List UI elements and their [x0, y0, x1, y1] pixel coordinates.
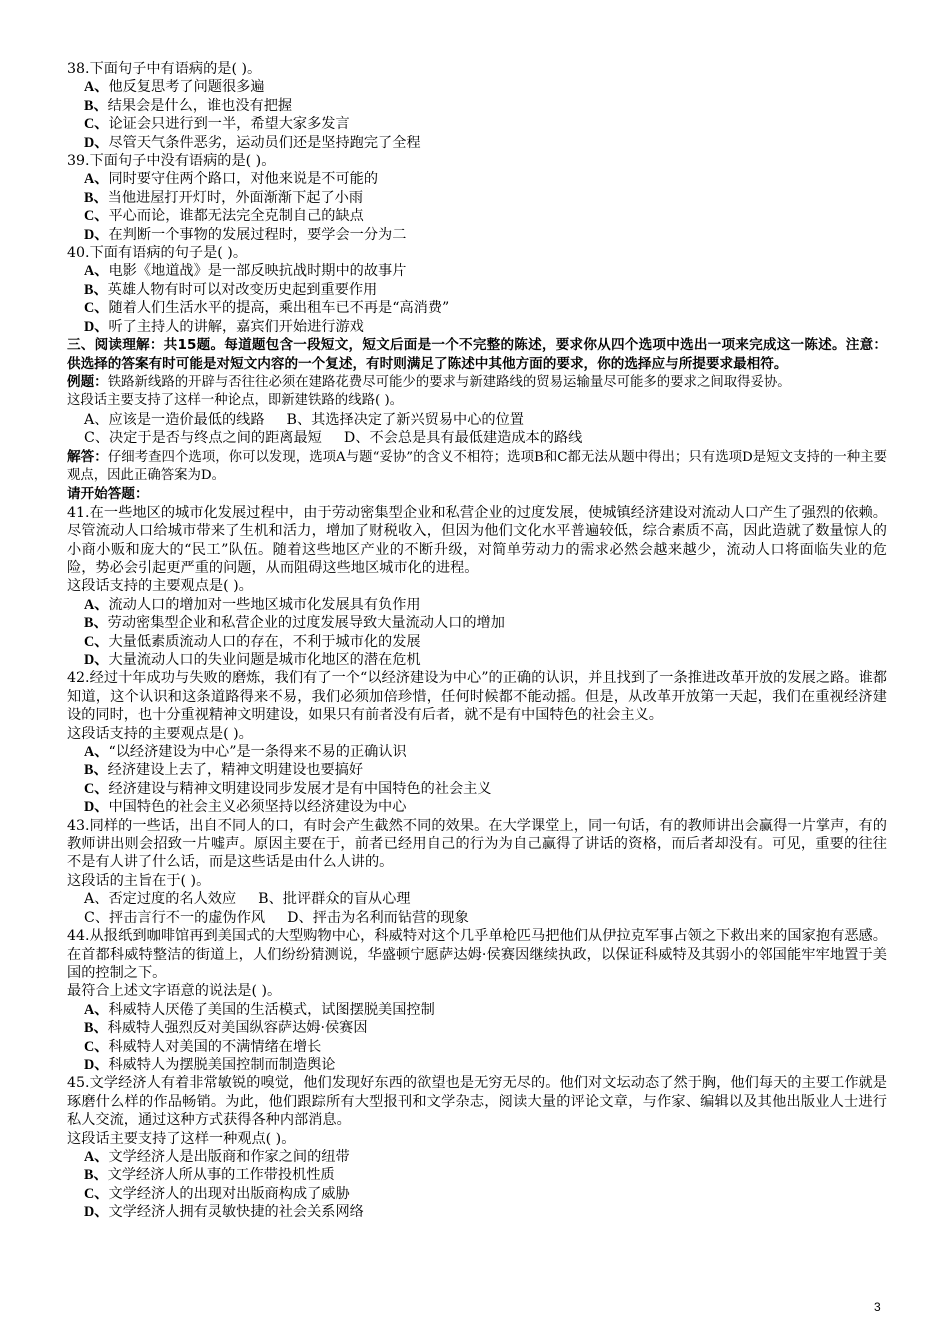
option-text: 中国特色的社会主义必须坚持以经济建设为中心 — [108, 799, 407, 816]
question-stem: 这段话支持的主要观点是( )。 — [67, 578, 253, 595]
question-stem: 38.下面句子中有语病的是( )。 — [67, 61, 262, 77]
option-text: 抨击言行不一的虚伪作风 — [109, 909, 266, 926]
option — [84, 1204, 364, 1220]
option-letter: A、 — [84, 1001, 109, 1018]
option — [84, 597, 421, 613]
option-letter: C、 — [84, 1185, 109, 1202]
option-letter: C、 — [84, 780, 109, 797]
option-letter: D、 — [84, 799, 109, 816]
option — [84, 781, 492, 797]
option-letter: A、 — [84, 79, 109, 96]
option-line — [84, 97, 887, 115]
option-letter: B、 — [84, 1020, 108, 1037]
answer-text: 仔细考查四个选项，你可以发现，选项A与题“妥协”的含义不相符；选项B和C都无法从题中得出；只有选项D是短文支持的一种主要观点，因此正确答案为D。 — [67, 449, 887, 483]
question-passage: 44.从报纸到咖啡馆再到美国式的大型购物中心，科威特对这个几乎单枪匹马把他们从伊拉克军事占领之下救出来的国家抱有恶感。在首都科威特整洁的街道上，人们纷纷猜测说，华盛顿宁愿萨达姆·侯赛因继续执政，以保证科威特及其弱小的邻国能牢牢地置于美国的控制之下。 — [67, 928, 887, 981]
start-label: 请开始答题： — [67, 486, 149, 503]
option-text: 否定过度的名人效应 — [108, 891, 237, 908]
option-letter: A、 — [84, 891, 109, 908]
option-letter: C、 — [84, 1038, 109, 1055]
option — [258, 891, 410, 907]
option-line — [84, 299, 887, 317]
question-stem: 最符合上述文字语意的说法是( )。 — [67, 983, 282, 1000]
option — [84, 799, 406, 815]
option-text: 他反复思考了问题很多遍 — [108, 79, 265, 96]
option — [84, 98, 292, 114]
option — [84, 652, 421, 668]
option-letter: D、 — [343, 430, 370, 447]
option-line — [84, 614, 887, 632]
option-line — [84, 1001, 887, 1019]
option-letter: B、 — [84, 281, 108, 298]
option — [84, 79, 265, 95]
option-row — [84, 890, 887, 908]
option-text: 当他进屋打开灯时，外面渐渐下起了小雨 — [107, 189, 364, 206]
option-text: 经济建设上去了，精神文明建设也要搞好 — [107, 762, 364, 779]
option — [84, 116, 350, 132]
option-line — [84, 761, 887, 779]
option — [84, 190, 363, 206]
option-letter: D、 — [84, 1204, 109, 1221]
option-text: 科威特人为摆脱美国控制而制造舆论 — [108, 1056, 336, 1073]
option-line — [84, 1038, 887, 1056]
option-line — [84, 134, 887, 152]
option-line — [84, 780, 887, 798]
option-text: 英雄人物有时可以对改变历史起到重要作用 — [107, 281, 378, 298]
option-letter: A、 — [84, 263, 109, 280]
question-passage: 45.文学经济人有着非常敏锐的嗅觉，他们发现好东西的欲望也是无穷无尽的。他们对文坛动态了然于胸，他们每天的主要工作就是琢磨什么样的作品畅销。为此，他们跟踪所有大型报刊和文学杂志，阅读大量的评论文章，与作家、编辑以及其他出版业人士进行私人交流，通过这种方式获得各种内部消息。 — [67, 1075, 887, 1129]
option-line — [84, 189, 887, 207]
option-letter: D、 — [84, 318, 109, 335]
option — [84, 615, 505, 631]
option-row — [84, 411, 887, 429]
option-text: 结果会是什么，谁也没有把握 — [107, 97, 293, 114]
option-letter: D、 — [287, 909, 313, 926]
option-line — [84, 226, 887, 244]
option — [84, 634, 421, 650]
option-letter: B、 — [84, 189, 108, 206]
option-text: 劳动密集型企业和私营企业的过度发展导致大量流动人口的增加 — [107, 615, 505, 632]
option-line — [84, 318, 887, 336]
option — [84, 135, 421, 151]
option-text: 文学经济人所从事的工作带投机性质 — [107, 1167, 335, 1184]
option-line — [84, 1019, 887, 1037]
option — [84, 208, 364, 224]
option — [84, 430, 322, 446]
option-letter: A、 — [84, 411, 109, 428]
document-body — [67, 60, 887, 1222]
option-letter: C、 — [84, 633, 109, 650]
question-stem: 这段话主要支持了这样一种观点( )。 — [67, 1130, 296, 1147]
option-row — [84, 909, 887, 927]
option-text: 流动人口的增加对一些地区城市化发展具有负作用 — [108, 596, 421, 613]
question-stem: 39.下面句子中没有语病的是( )。 — [67, 153, 276, 170]
option-letter: C、 — [84, 300, 109, 317]
question-stem: 40.下面有语病的句子是( )。 — [67, 245, 248, 262]
option-text: “以经济建设为中心”是一条得来不易的正确认识 — [108, 744, 407, 761]
option-text: 应该是一造价最低的线路 — [108, 411, 265, 428]
option-line — [84, 633, 887, 651]
page-number: 3 — [874, 1300, 881, 1314]
option-letter: D、 — [84, 226, 109, 243]
option — [344, 430, 582, 446]
option-letter: A、 — [84, 1148, 109, 1165]
option-line — [84, 78, 887, 96]
option-line — [84, 1056, 887, 1074]
option-letter: B、 — [84, 1167, 108, 1184]
option-letter: C、 — [84, 909, 110, 926]
option-line — [84, 743, 887, 761]
option-text: 电影《地道战》是一部反映抗战时期中的故事片 — [108, 263, 407, 280]
option-line — [84, 1148, 887, 1166]
question-stem: 这段话的主旨在于( )。 — [67, 872, 211, 889]
option-letter: A、 — [84, 171, 109, 188]
option — [84, 1020, 368, 1036]
option — [287, 412, 524, 428]
option-letter: B、 — [84, 97, 108, 114]
option-line — [84, 651, 887, 669]
option-text: 尽管天气条件恶劣，运动员们还是坚持跑完了全程 — [108, 134, 421, 151]
option-text: 同时要守住两个路口，对他来说是不可能的 — [108, 171, 379, 188]
option-line — [84, 115, 887, 133]
option-text: 科威特人厌倦了美国的生活模式，试图摆脱美国控制 — [108, 1001, 435, 1018]
option — [84, 1167, 335, 1183]
option-text: 经济建设与精神文明建设同步发展才是有中国特色的社会主义 — [108, 780, 492, 797]
example-label: 例题： — [67, 373, 108, 390]
option-row — [84, 429, 887, 447]
option-line — [84, 798, 887, 816]
option — [84, 412, 265, 428]
option — [84, 1057, 335, 1073]
option-text: 文学经济人拥有灵敏快捷的社会关系网络 — [108, 1204, 364, 1221]
option-letter: C、 — [84, 116, 109, 133]
option-text: 随着人们生活水平的提高，乘出租车已不再是“高消费” — [108, 300, 450, 317]
option-line — [84, 1166, 887, 1184]
option-letter: B、 — [84, 762, 108, 779]
question-passage: 43.同样的一些话，出自不同人的口，有时会产生截然不同的效果。在大学课堂上，同一句话，有的教师讲出会赢得一片掌声，有的教师讲出则会招致一片嘘声。原因主要在于，前者已经用自己的行为为自己赢得了讲话的资格，而后者却没有。可见，重要的往往不是有人讲了什么话，而是这些话是由什么人讲的。 — [67, 817, 887, 871]
option-line — [84, 262, 887, 280]
option-text: 平心而论，谁都无法完全克制自己的缺点 — [108, 208, 364, 225]
example-passage — [67, 373, 887, 392]
option-line — [84, 170, 887, 188]
option-letter: B、 — [84, 615, 108, 632]
option — [84, 319, 364, 335]
option — [84, 744, 407, 760]
option — [84, 171, 378, 187]
option — [84, 300, 449, 316]
option — [84, 762, 363, 778]
option-text: 论证会只进行到一半，希望大家多发言 — [108, 116, 350, 133]
option-letter: D、 — [84, 1056, 109, 1073]
option-letter: B、 — [286, 411, 312, 428]
option — [84, 282, 377, 298]
option-letter: A、 — [84, 744, 109, 761]
option — [84, 891, 236, 907]
option-line — [84, 1185, 887, 1203]
option-text: 大量低素质流动人口的存在，不利于城市化的发展 — [108, 633, 421, 650]
option-letter: D、 — [84, 652, 109, 668]
example-answer — [67, 448, 887, 486]
option — [287, 910, 469, 926]
option-line — [84, 207, 887, 225]
option-text: 批评群众的盲从心理 — [282, 891, 411, 908]
option-text: 其选择决定了新兴贸易中心的位置 — [311, 411, 524, 428]
answer-label: 解答： — [67, 448, 108, 465]
option-text: 文学经济人是出版商和作家之间的纽带 — [108, 1148, 350, 1165]
option-text: 不会总是具有最低建造成本的路线 — [369, 430, 583, 447]
option — [84, 227, 406, 243]
option-letter: C、 — [84, 430, 110, 447]
option-text: 决定于是否与终点之间的距离最短 — [109, 430, 322, 447]
option-line — [84, 281, 887, 299]
option-letter: D、 — [84, 134, 109, 151]
option — [84, 1002, 435, 1018]
question-passage: 42.经过十年成功与失败的磨炼，我们有了一个“以经济建设为中心”的正确的认识，并且找到了一条推进改革开放的发展之路。谁都知道，这个认识和这条道路得来不易，我们必须加倍珍惜，任何时候都不能动摇。但是，从改革开放第一天起，我们在重视经济建设的同时，也十分重视精神文明建设，如果只有前者没有后者，就不是有中国特色的社会主义。 — [67, 670, 887, 724]
option-text: 抨击为名利而钻营的现象 — [312, 909, 469, 926]
example-text: 铁路新线路的开辟与否往往必须在建路花费尽可能少的要求与新建路线的贸易运输量尽可能多的要求之间取得妥协。 — [107, 374, 791, 390]
option-text: 大量流动人口的失业问题是城市化地区的潜在危机 — [108, 652, 421, 668]
option-letter: B、 — [258, 891, 283, 908]
option-line — [84, 596, 887, 614]
option — [84, 1039, 321, 1055]
option-text: 听了主持人的讲解，嘉宾们开始进行游戏 — [108, 318, 364, 335]
option — [84, 263, 406, 279]
example-stem: 这段话主要支持了这样一种论点，即新建铁路的线路( )。 — [67, 393, 404, 409]
section-heading: 三、阅读理解：共15题。每道题包含一段短文，短文后面是一个不完整的陈述，要求你从四个选项中选出一项来完成这一陈述。注意：供选择的答案有时可能是对短文内容的一个复述，有时则满足了陈述中其他方面的要求，你的选择应与所提要求最相符。 — [67, 337, 887, 372]
option-letter: A、 — [84, 596, 109, 613]
option-line — [84, 1203, 887, 1221]
option — [84, 910, 265, 926]
question-stem: 这段话支持的主要观点是( )。 — [67, 725, 253, 742]
option-letter: C、 — [84, 208, 109, 225]
option — [84, 1186, 350, 1202]
option-text: 文学经济人的出现对出版商构成了威胁 — [108, 1185, 350, 1202]
question-passage: 41.在一些地区的城市化发展过程中，由于劳动密集型企业和私营企业的过度发展，使城镇经济建设对流动人口产生了强烈的依赖。尽管流动人口给城市带来了生机和活力，增加了财税收入，但因为他们文化水平普遍较低，综合素质不高，因此造就了数量惊人的小商小贩和庞大的“民工”队伍。随着这些地区产业的不断升级，对简单劳动力的需求必然会越来越少，流动人口将面临失业的危险，势必会引起更严重的问题，从而阻碍这些地区城市化的进程。 — [67, 504, 887, 576]
option — [84, 1149, 350, 1165]
option-text: 科威特人对美国的不满情绪在增长 — [108, 1038, 322, 1055]
option-text: 科威特人强烈反对美国纵容萨达姆·侯赛因 — [107, 1020, 368, 1037]
option-text: 在判断一个事物的发展过程时，要学会一分为二 — [108, 226, 407, 243]
